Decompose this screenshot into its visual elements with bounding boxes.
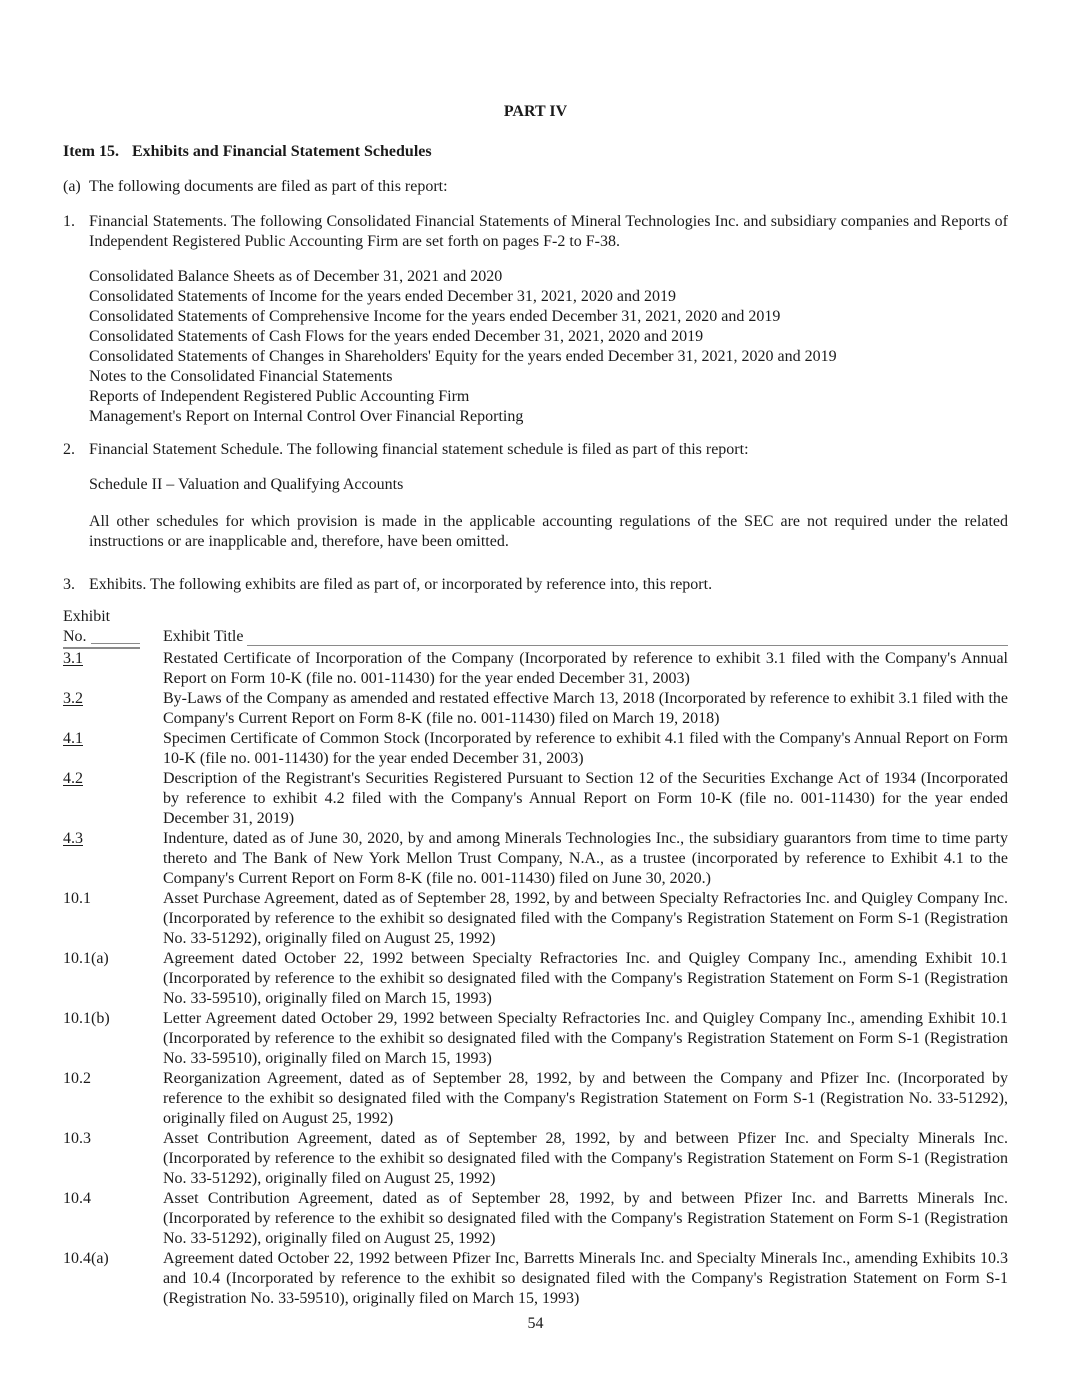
exhibit-title: Asset Purchase Agreement, dated as of September 28, 1992, by and between Specialty Refractories Inc. and Quigley Company Inc. (Incorporated by reference to the exhibit so designated filed with the Company's Registration Statement on Form S-1 (Registration No. 33-51292), originally filed on August 25, 1992) xyxy=(163,890,1008,947)
exhibit-header-word: Exhibit xyxy=(63,608,111,625)
financial-statement-item: Reports of Independent Registered Public Accounting Firm xyxy=(89,388,470,405)
financial-statement-item: Notes to the Consolidated Financial Statements xyxy=(89,368,393,385)
intro-paragraph xyxy=(63,177,1008,197)
item-15-label: Item 15. xyxy=(63,143,119,160)
section-1-number: 1. xyxy=(63,213,75,230)
exhibit-row xyxy=(63,829,1008,889)
exhibit-title: Indenture, dated as of June 30, 2020, by and among Minerals Technologies Inc., the subsidiary guarantors from time to time party thereto and The Bank of New York Mellon Trust Company, N.A., as a trustee (incorporated by reference to Exhibit 4.1 to the Company's Current Report on Form 8-K (file no. 001-11430) filed on June 30, 2020.) xyxy=(163,830,1008,887)
exhibits-table xyxy=(63,607,1008,1309)
section-1-paragraph xyxy=(63,212,1008,252)
header-rule xyxy=(91,627,140,644)
schedule-ii-line: Schedule II – Valuation and Qualifying Accounts xyxy=(89,476,404,493)
exhibit-row xyxy=(63,1069,1008,1129)
exhibit-title-header-text: Exhibit Title xyxy=(163,628,244,645)
exhibit-title: Specimen Certificate of Common Stock (Incorporated by reference to exhibit 4.1 filed with the Company's Annual Report on Form 10-K (file no. 001-11430) for the year ended December 31, 2003) xyxy=(163,730,1008,767)
section-2-number: 2. xyxy=(63,441,75,458)
header-rule xyxy=(247,627,1008,646)
schedules-note: All other schedules for which provision is made in the applicable accounting regulations of the SEC are not required under the related instructions or are inapplicable and, therefore, have been omitted. xyxy=(89,513,1008,550)
financial-statement-item: Consolidated Balance Sheets as of December 31, 2021 and 2020 xyxy=(89,268,503,285)
exhibit-no-column-header xyxy=(63,627,140,649)
exhibit-row xyxy=(63,689,1008,729)
section-2-text: Financial Statement Schedule. The following financial statement schedule is filed as part of this report: xyxy=(89,441,749,458)
section-3-number: 3. xyxy=(63,576,75,593)
exhibit-row xyxy=(63,949,1008,1009)
section-3-text: Exhibits. The following exhibits are filed as part of, or incorporated by reference into, this report. xyxy=(89,576,713,593)
exhibit-number-link[interactable]: 4.2 xyxy=(63,770,83,787)
exhibits-table-header-row xyxy=(63,627,1008,649)
exhibit-row xyxy=(63,889,1008,949)
exhibit-title: Description of the Registrant's Securities Registered Pursuant to Section 12 of the Securities Exchange Act of 1934 (Incorporated by reference to exhibit 4.2 filed with the Company's Annual Report on Form 10-K (file no. 001-11430) for the year ended December 31, 2019) xyxy=(163,770,1008,827)
exhibit-number: 10.4(a) xyxy=(63,1250,109,1267)
exhibit-number-link[interactable]: 3.1 xyxy=(63,650,83,667)
intro-text: The following documents are filed as part of this report: xyxy=(89,178,448,195)
financial-statement-item: Consolidated Statements of Income for the years ended December 31, 2021, 2020 and 2019 xyxy=(89,288,676,305)
exhibit-row xyxy=(63,1189,1008,1249)
exhibit-number: 10.1(a) xyxy=(63,950,109,967)
financial-statement-item: Management's Report on Internal Control Over Financial Reporting xyxy=(89,408,524,425)
exhibit-number: 10.3 xyxy=(63,1130,91,1147)
exhibit-title: Agreement dated October 22, 1992 between Pfizer Inc, Barretts Minerals Inc. and Specialty Minerals Inc., amending Exhibits 10.3 and 10.4 (Incorporated by reference to the exhibit so designated filed with the Company's Registration Statement on Form S-1 (Registration No. 33-59510), originally filed on March 15, 1993) xyxy=(163,1250,1008,1307)
part-heading: PART IV xyxy=(503,103,568,120)
financial-statements-list xyxy=(89,267,1008,427)
exhibit-no-header-text: No. xyxy=(63,628,87,645)
exhibit-number: 10.1(b) xyxy=(63,1010,110,1027)
section-3-paragraph xyxy=(63,575,1008,595)
exhibit-row xyxy=(63,1249,1008,1309)
exhibit-row xyxy=(63,649,1008,689)
exhibit-title: Restated Certificate of Incorporation of the Company (Incorporated by reference to exhibit 3.1 filed with the Company's Annual Report on Form 10-K (file no. 001-11430) for the year ended December 31, 2003) xyxy=(163,650,1008,687)
exhibit-row xyxy=(63,729,1008,769)
financial-statement-item: Consolidated Statements of Comprehensive Income for the years ended December 31, 2021, 2020 and 2019 xyxy=(89,308,781,325)
exhibit-title: Agreement dated October 22, 1992 between Specialty Refractories Inc. and Quigley Company Inc., amending Exhibit 10.1 (Incorporated by reference to the exhibit so designated filed with the Company's Registration Statement on Form S-1 (Registration No. 33-59510), originally filed on March 15, 1993) xyxy=(163,950,1008,1007)
intro-label: (a) xyxy=(63,178,81,195)
item-15-heading xyxy=(63,142,1008,162)
exhibit-number-link[interactable]: 4.1 xyxy=(63,730,83,747)
exhibit-title: Asset Contribution Agreement, dated as of September 28, 1992, by and between Pfizer Inc. and Specialty Minerals Inc. (Incorporated by reference to the exhibit so designated filed with the Company's Registration Statement on Form S-1 (Registration No. 33-51292), originally filed on August 25, 1992) xyxy=(163,1130,1008,1187)
exhibit-number: 10.1 xyxy=(63,890,91,907)
exhibit-title: Letter Agreement dated October 29, 1992 between Specialty Refractories Inc. and Quigley Company Inc., amending Exhibit 10.1 (Incorporated by reference to the exhibit so designated filed with the Company's Registration Statement on Form S-1 (Registration No. 33-59510), originally filed on March 15, 1993) xyxy=(163,1010,1008,1067)
exhibit-number-link[interactable]: 3.2 xyxy=(63,690,83,707)
exhibit-rows xyxy=(63,649,1008,1309)
exhibit-row xyxy=(63,769,1008,829)
exhibit-number: 10.4 xyxy=(63,1190,91,1207)
exhibit-number-link[interactable]: 4.3 xyxy=(63,830,83,847)
exhibit-title: Reorganization Agreement, dated as of September 28, 1992, by and between the Company and Pfizer Inc. (Incorporated by reference to the exhibit so designated filed with the Company's Registration Statement on Form S-1 (Registration No. 33-51292), originally filed on August 25, 1992) xyxy=(163,1070,1008,1127)
section-2-paragraph xyxy=(63,440,1008,460)
exhibit-row xyxy=(63,1129,1008,1189)
exhibit-number: 10.2 xyxy=(63,1070,91,1087)
financial-statement-item: Consolidated Statements of Cash Flows for the years ended December 31, 2021, 2020 and 2019 xyxy=(89,328,704,345)
item-15-title: Exhibits and Financial Statement Schedules xyxy=(131,143,432,160)
page-number: 54 xyxy=(527,1315,544,1332)
exhibit-title: By-Laws of the Company as amended and restated effective March 13, 2018 (Incorporated by reference to exhibit 3.1 filed with the Company's Current Report on Form 8-K (file no. 001-11430) filed on March 19, 2018) xyxy=(163,690,1008,727)
exhibit-row xyxy=(63,1009,1008,1069)
exhibit-title: Asset Contribution Agreement, dated as of September 28, 1992, by and between Pfizer Inc. and Barretts Minerals Inc. (Incorporated by reference to the exhibit so designated filed with the Company's Registration Statement on Form S-1 (Registration No. 33-51292), originally filed on August 25, 1992) xyxy=(163,1190,1008,1247)
section-1-text: Financial Statements. The following Consolidated Financial Statements of Mineral Technologies Inc. and subsidiary companies and Reports of Independent Registered Public Accounting Firm are set forth on pages F-2 to F-38. xyxy=(89,213,1008,250)
financial-statement-item: Consolidated Statements of Changes in Shareholders' Equity for the years ended December 31, 2021, 2020 and 2019 xyxy=(89,348,837,365)
exhibit-title-column-header xyxy=(140,627,1008,649)
